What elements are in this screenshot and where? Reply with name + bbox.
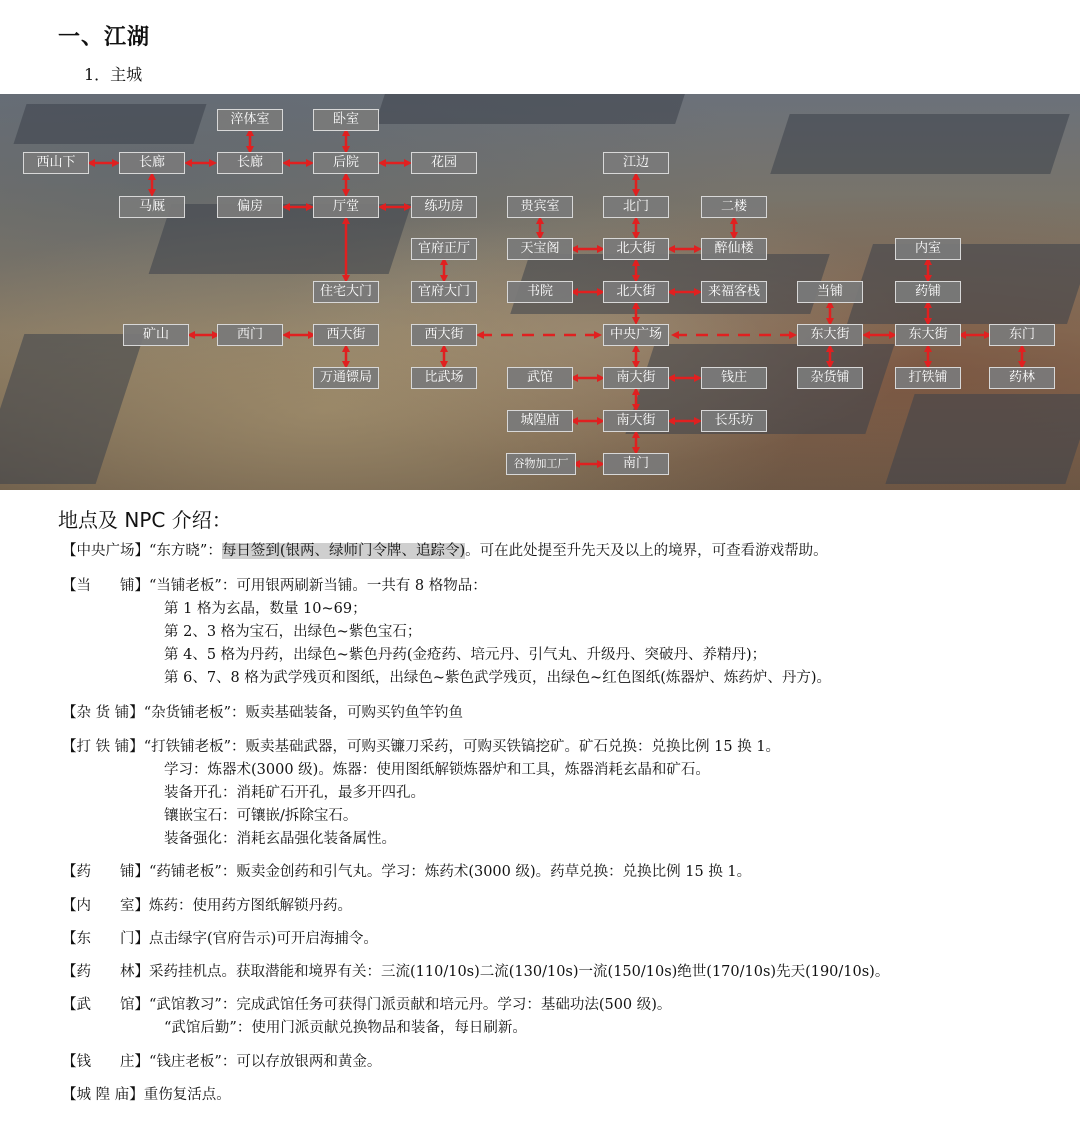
entry-line: 第 1 格为玄晶，数量 10~69； xyxy=(164,601,367,617)
map-node-dongdajie-2: 东大街 xyxy=(895,324,961,346)
entry-text: “武馆教习”：完成武馆任务可获得门派贡献和培元丹。学习：基础功法(500 级)。 xyxy=(149,997,672,1013)
entry-tag: 【城 隍 庙】 xyxy=(62,1087,144,1103)
intro-title: 地点及 NPC 介绍： xyxy=(58,508,232,532)
map-node-xishanxia: 西山下 xyxy=(23,152,89,174)
entry-text: “杂货铺老板”：贩卖基础装备，可购买钓鱼竿钓鱼 xyxy=(143,705,464,721)
map-node-neishi: 内室 xyxy=(895,238,961,260)
entry-npc: “东方晓”： xyxy=(149,543,222,559)
map-node-nandajie-2: 南大街 xyxy=(603,410,669,432)
section-heading: 一、江湖 xyxy=(58,24,151,50)
map-node-tingtang: 厅堂 xyxy=(313,196,379,218)
map-node-zahuopu: 杂货铺 xyxy=(797,367,863,389)
entry-tag: 【杂 货 铺】 xyxy=(62,705,144,721)
map-node-yaolin: 药林 xyxy=(989,367,1055,389)
entry-tag: 【打 铁 铺】 xyxy=(62,739,144,755)
map-node-yaopu: 药铺 xyxy=(895,281,961,303)
subsection-heading: 1．主城 xyxy=(84,65,143,84)
entry-yaolin xyxy=(62,961,889,984)
map-node-biwuchang: 比武场 xyxy=(411,367,477,389)
entry-neishi xyxy=(62,895,352,918)
entry-highlight: 每日签到(银两、绿师门令牌、追踪令) xyxy=(221,543,466,559)
entry-line: 装备开孔：消耗矿石开孔，最多开四孔。 xyxy=(164,785,425,801)
map-node-changlefang: 长乐坊 xyxy=(701,410,767,432)
map-node-xidajie-2: 西大街 xyxy=(411,324,477,346)
city-map xyxy=(0,94,1080,490)
entry-tag: 【钱 庄】 xyxy=(62,1054,149,1070)
entry-tag: 【中央广场】 xyxy=(62,543,149,559)
map-node-kuangshan: 矿山 xyxy=(123,324,189,346)
map-node-wuguan: 武馆 xyxy=(507,367,573,389)
map-node-zuixianlou: 醉仙楼 xyxy=(701,238,767,260)
map-node-houyuan: 后院 xyxy=(313,152,379,174)
entry-text: 点击绿字(官府告示)可开启海捕令。 xyxy=(149,931,378,947)
entry-qianzhuang xyxy=(62,1051,381,1074)
entry-line: “武馆后勤”：使用门派贡献兑换物品和装备，每日刷新。 xyxy=(164,1020,527,1036)
map-node-nandajie-1: 南大街 xyxy=(603,367,669,389)
map-node-beimen: 北门 xyxy=(603,196,669,218)
map-node-liangongfang: 练功房 xyxy=(411,196,477,218)
map-node-zhongyangguangchang: 中央广场 xyxy=(603,324,669,346)
map-node-xidajie-1: 西大街 xyxy=(313,324,379,346)
entry-text: 炼药：使用药方图纸解锁丹药。 xyxy=(149,898,352,914)
entry-datiepu xyxy=(62,736,780,851)
map-node-beidajie-2: 北大街 xyxy=(603,281,669,303)
entry-dongmen xyxy=(62,928,378,951)
map-node-guibinshi: 贵宾室 xyxy=(507,196,573,218)
map-node-guanfudamen: 官府大门 xyxy=(411,281,477,303)
map-node-pianfang: 偏房 xyxy=(217,196,283,218)
entry-text: “药铺老板”：贩卖金创药和引气丸。学习：炼药术(3000 级)。药草兑换：兑换比例 15 换 1。 xyxy=(149,864,752,880)
entry-line: 镶嵌宝石：可镶嵌/拆除宝石。 xyxy=(164,808,358,824)
map-node-huayuan: 花园 xyxy=(411,152,477,174)
entry-text: “当铺老板”：可用银两刷新当铺。一共有 8 格物品： xyxy=(149,578,487,594)
entry-text: 重伤复活点。 xyxy=(143,1087,231,1103)
entry-tag: 【东 门】 xyxy=(62,931,149,947)
entry-text: “钱庄老板”：可以存放银两和黄金。 xyxy=(149,1054,382,1070)
entry-tag: 【当 铺】 xyxy=(62,578,149,594)
map-node-dongmen: 东门 xyxy=(989,324,1055,346)
entry-tag: 【武 馆】 xyxy=(62,997,149,1013)
map-node-erlou: 二楼 xyxy=(701,196,767,218)
entry-line: 学习：炼器术(3000 级)。炼器：使用图纸解锁炼器炉和工具，炼器消耗玄晶和矿石。 xyxy=(164,762,710,778)
map-node-woshi: 卧室 xyxy=(313,109,379,131)
entry-text: 。可在此处提至升先天及以上的境界，可查看游戏帮助。 xyxy=(465,543,828,559)
map-node-chenghuangmiao: 城隍庙 xyxy=(507,410,573,432)
map-node-beidajie-1: 北大街 xyxy=(603,238,669,260)
map-node-guwujiagongchang: 谷物加工厂 xyxy=(506,453,576,475)
map-node-nanmen: 南门 xyxy=(603,453,669,475)
entry-dangpu xyxy=(62,575,831,690)
entry-line: 装备强化：消耗玄晶强化装备属性。 xyxy=(164,831,396,847)
entry-zhongyangguangchang xyxy=(62,540,828,563)
map-node-majiu: 马厩 xyxy=(119,196,185,218)
map-node-guanfuzhengting: 官府正厅 xyxy=(411,238,477,260)
entry-chenghuangmiao xyxy=(62,1084,231,1107)
map-node-qianzhuang: 钱庄 xyxy=(701,367,767,389)
map-node-datiepu: 打铁铺 xyxy=(895,367,961,389)
entry-line: 第 2、3 格为宝石，出绿色~紫色宝石； xyxy=(164,624,422,640)
entry-tag: 【药 林】 xyxy=(62,964,149,980)
entry-text: 采药挂机点。获取潜能和境界有关：三流(110/10s)二流(130/10s)一流(150/10s)绝世(170/10s)先天(190/10s)。 xyxy=(149,964,890,980)
entry-line: 第 4、5 格为丹药，出绿色~紫色丹药(金疮药、培元丹、引气丸、升级丹、突破丹、养精丹)； xyxy=(164,647,767,663)
map-node-tianbaoge: 天宝阁 xyxy=(507,238,573,260)
map-node-jiangbian: 江边 xyxy=(603,152,669,174)
entry-wuguan xyxy=(62,994,671,1040)
entry-tag: 【内 室】 xyxy=(62,898,149,914)
entry-yaopu xyxy=(62,861,751,884)
map-node-ximen: 西门 xyxy=(217,324,283,346)
map-node-cuiti: 淬体室 xyxy=(217,109,283,131)
map-node-dongdajie-1: 东大街 xyxy=(797,324,863,346)
map-node-changlang-1: 长廊 xyxy=(119,152,185,174)
entry-zahuopu xyxy=(62,702,463,725)
entry-text: “打铁铺老板”：贩卖基础武器，可购买镰刀采药，可购买铁镐挖矿。矿石兑换：兑换比例 15 换 1。 xyxy=(143,739,781,755)
map-node-wantongbiaoju: 万通镖局 xyxy=(313,367,379,389)
map-node-changlang-2: 长廊 xyxy=(217,152,283,174)
map-node-laifukezhan: 来福客栈 xyxy=(701,281,767,303)
entry-tag: 【药 铺】 xyxy=(62,864,149,880)
entry-line: 第 6、7、8 格为武学残页和图纸，出绿色~紫色武学残页，出绿色~红色图纸(炼器炉、炼药炉、丹方)。 xyxy=(164,670,832,686)
map-node-dangpu: 当铺 xyxy=(797,281,863,303)
map-node-shuyuan: 书院 xyxy=(507,281,573,303)
map-node-zhuzhaidamen: 住宅大门 xyxy=(313,281,379,303)
